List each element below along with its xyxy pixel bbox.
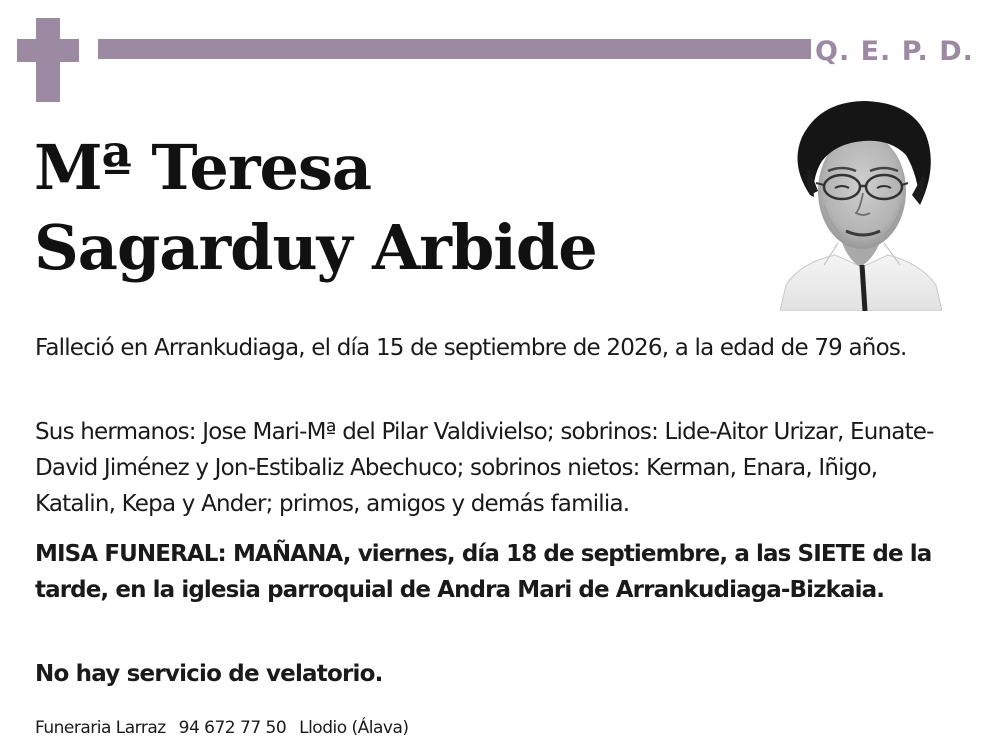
funeral-mass-notice: MISA FUNERAL: MAÑANA, viernes, día 18 de septiembre, a las SIETE de la tarde, en la iglesia parroquial de Andra Mari de Arrankudiaga-Bizkaia. xyxy=(35,541,932,603)
deceased-name xyxy=(34,128,597,288)
deceased-name-line1: Mª Teresa xyxy=(34,131,372,204)
funeral-home-footer xyxy=(35,714,417,742)
funeral-home-location: Llodio (Álava) xyxy=(299,718,409,738)
deceased-name-line2: Sagarduy Arbide xyxy=(34,211,597,284)
deceased-portrait xyxy=(780,95,942,311)
family-list: Sus hermanos: Jose Mari-Mª del Pilar Valdivielso; sobrinos: Lide-Aitor Urizar, Eunate-David Jiménez y Jon-Estibaliz Abechuco; sobrinos nietos: Kerman, Enara, Iñigo, Katalin, Kepa y Ander; primos, amigos y demás familia. xyxy=(35,419,934,517)
wake-notice: No hay servicio de velatorio. xyxy=(35,661,383,687)
funeral-home-name: Funeraria Larraz xyxy=(35,718,166,738)
latin-cross-icon xyxy=(17,18,79,102)
header-divider-bar xyxy=(98,39,811,59)
qepd-label: Q. E. P. D. xyxy=(815,36,974,67)
death-notice: Falleció en Arrankudiaga, el día 15 de septiembre de 2026, a la edad de 79 años. xyxy=(35,335,907,361)
funeral-home-phone: 94 672 77 50 xyxy=(178,718,287,738)
